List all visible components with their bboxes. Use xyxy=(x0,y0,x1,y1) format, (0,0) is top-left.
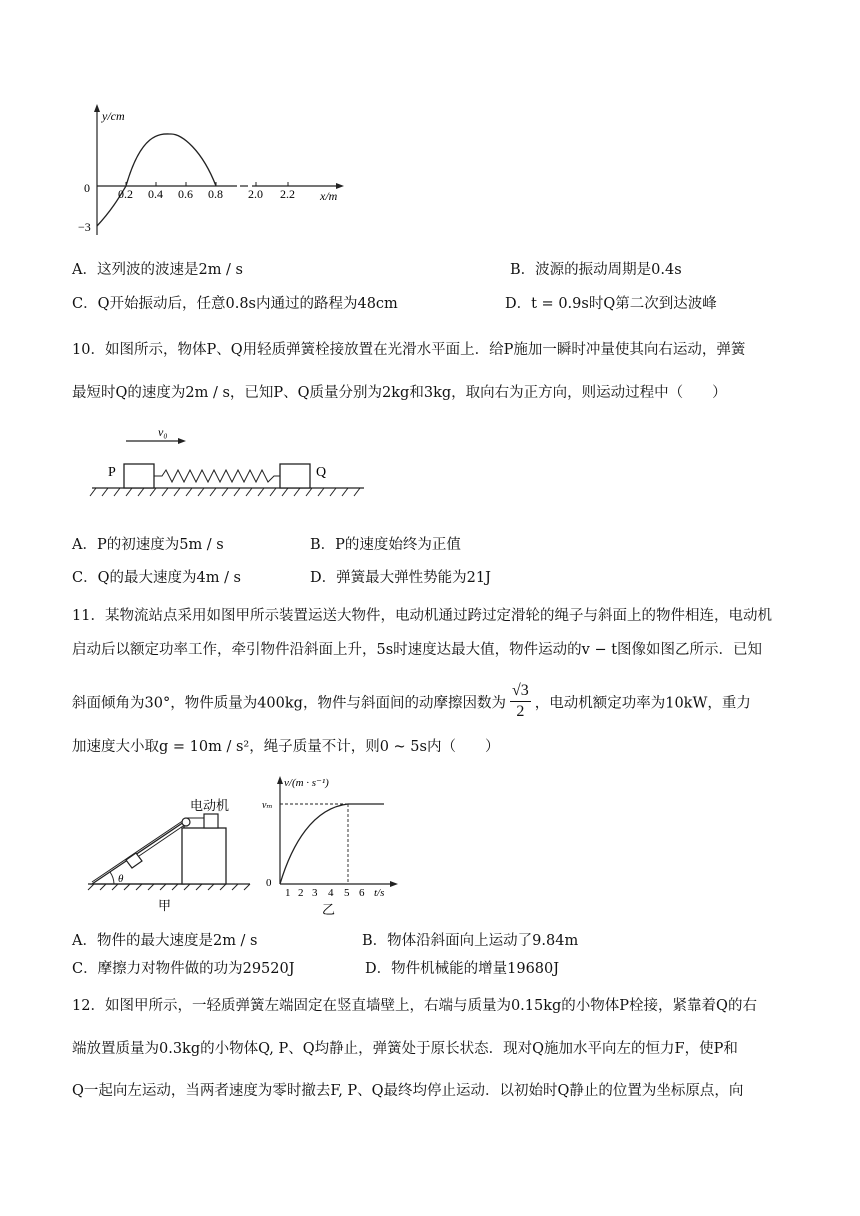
x-tick-3: 0.8 xyxy=(208,187,223,201)
wave-graph xyxy=(72,100,352,240)
q10-stem-line1: 10．如图所示，物体P、Q用轻质弹簧栓接放置在光滑水平面上．给P施加一瞬时冲量使其向右运动，弹簧 xyxy=(72,342,746,358)
q10-option-a[interactable]: A．P的初速度为5m / s xyxy=(72,537,224,553)
q11-option-d[interactable]: D．物件机械能的增量19680J xyxy=(365,961,560,977)
q11-option-c[interactable]: C．摩擦力对物件做的功为29520J xyxy=(72,961,295,977)
figure-b-caption: 乙 xyxy=(322,902,336,917)
q10-stem-line2: 最短时Q的速度为2m / s，已知P、Q质量分别为2kg和3kg，取向右为正方向，则运动过程中（ ） xyxy=(72,385,727,401)
fraction-denominator: 2 xyxy=(516,703,525,720)
q9-option-a[interactable]: A．这列波的波速是2m / s xyxy=(72,262,243,278)
y-axis-label: y/cm xyxy=(102,109,125,123)
y-min-label: −3 xyxy=(78,220,91,234)
spring-blocks-figure xyxy=(88,420,368,505)
v0-label: v₀ xyxy=(158,425,168,439)
q9-option-c[interactable]: C．Q开始振动后，任意0.8s内通过的路程为48cm xyxy=(72,296,398,312)
figure-a-caption: 甲 xyxy=(158,898,172,913)
x-tick-4: 2.0 xyxy=(248,187,263,201)
q11-stem-line3a: 斜面倾角为30°，物件质量为400kg，物件与斜面间的动摩擦因数为 xyxy=(72,695,506,712)
vt-x-axis-label: t/s xyxy=(374,887,385,899)
angle-label: θ xyxy=(118,873,124,885)
vt-x-tick-4: 4 xyxy=(328,887,334,899)
vt-x-tick-3: 3 xyxy=(312,887,318,899)
vt-y-axis-label: v/(m · s⁻¹) xyxy=(284,777,329,789)
x-tick-0: 0.2 xyxy=(118,187,133,201)
q11-option-a[interactable]: A．物件的最大速度是2m / s xyxy=(72,933,258,949)
q11-stem-line3b: ，电动机额定功率为10kW，重力 xyxy=(534,695,751,712)
q-label: Q xyxy=(316,465,327,480)
fraction-numerator: √3 xyxy=(510,681,531,702)
q12-line1: 12．如图甲所示，一轻质弹簧左端固定在竖直墙壁上，右端与质量为0.15kg的小物体P栓接，紧靠着Q的右 xyxy=(72,998,757,1014)
vt-x-tick-1: 1 xyxy=(285,887,291,899)
q11-option-b[interactable]: B．物体沿斜面向上运动了9.84m xyxy=(362,933,579,949)
q12-line2: 端放置质量为0.3kg的小物体Q, P、Q均静止，弹簧处于原长状态．现对Q施加水平向左的恒力F，使P和 xyxy=(72,1041,738,1057)
q11-stem-line2: 启动后以额定功率工作，牵引物件沿斜面上升，5s时速度达最大值，物件运动的v − t图像如图乙所示．已知 xyxy=(72,642,763,658)
x-axis-label: x/m xyxy=(320,189,338,203)
x-tick-5: 2.2 xyxy=(280,187,295,201)
q10-option-d[interactable]: D．弹簧最大弹性势能为21J xyxy=(310,570,491,586)
incline-motor-figure xyxy=(84,790,254,915)
origin-label: 0 xyxy=(84,181,90,195)
x-tick-2: 0.6 xyxy=(178,187,193,201)
q11-stem-line3 xyxy=(72,683,751,724)
q11-stem-line1: 11．某物流站点采用如图甲所示装置运送大物件，电动机通过跨过定滑轮的绳子与斜面上的物件相连，电动机 xyxy=(72,608,772,624)
q11-stem-line4: 加速度大小取g = 10m / s²，绳子质量不计，则0 ~ 5s内（ ） xyxy=(72,739,500,755)
mu-fraction xyxy=(510,681,531,722)
vt-x-tick-2: 2 xyxy=(298,887,304,899)
vt-x-tick-5: 5 xyxy=(344,887,350,899)
x-tick-1: 0.4 xyxy=(148,187,163,201)
q9-option-b[interactable]: B．波源的振动周期是0.4s xyxy=(510,262,682,278)
motor-label: 电动机 xyxy=(190,798,230,813)
p-label: P xyxy=(108,465,116,480)
vt-origin-label: 0 xyxy=(266,877,272,889)
q9-option-d[interactable]: D．t = 0.9s时Q第二次到达波峰 xyxy=(505,296,717,312)
vt-graph xyxy=(258,772,408,917)
vm-label: vₘ xyxy=(262,800,273,811)
vt-x-tick-6: 6 xyxy=(359,887,365,899)
q10-option-b[interactable]: B．P的速度始终为正值 xyxy=(310,537,461,553)
q12-line3: Q一起向左运动，当两者速度为零时撤去F, P、Q最终均停止运动．以初始时Q静止的位置为坐标原点，向 xyxy=(72,1083,744,1099)
q10-option-c[interactable]: C．Q的最大速度为4m / s xyxy=(72,570,242,586)
